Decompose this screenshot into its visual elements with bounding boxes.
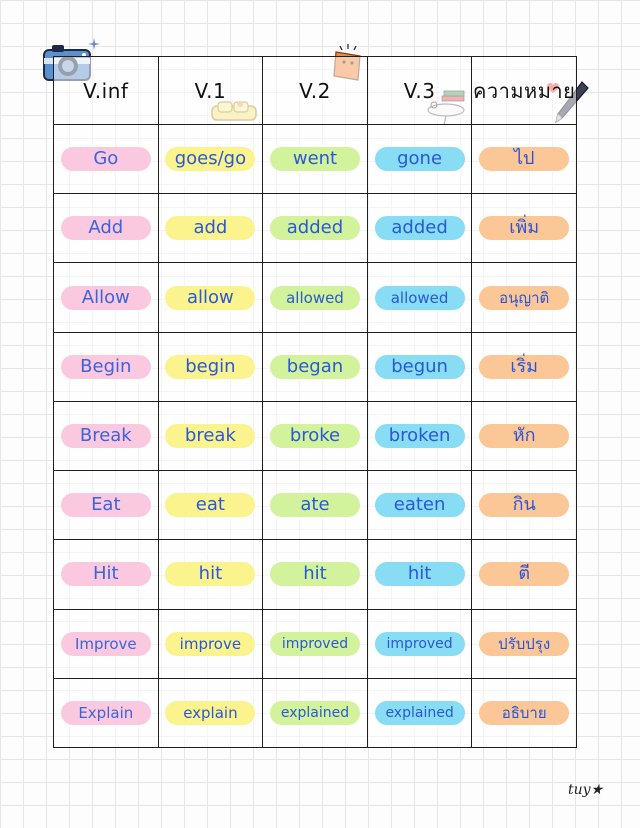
verb-v3-cell: broken: [375, 424, 465, 448]
verb-meaning-cell: ไป: [479, 147, 569, 171]
verb-v3-cell: hit: [375, 562, 465, 586]
table-row: [54, 540, 577, 609]
verb-meaning-cell: ตี: [479, 562, 569, 586]
verb-v3-cell: eaten: [375, 493, 465, 517]
verb-v1-cell: eat: [165, 493, 255, 517]
verb-table: [53, 56, 577, 748]
verb-v1-cell: explain: [165, 701, 255, 725]
verb-v3-cell: improved: [375, 632, 465, 656]
verb-inf-cell: Allow: [61, 286, 151, 310]
verb-v2-cell: went: [270, 147, 360, 171]
header-label: ความหมาย: [473, 78, 576, 103]
verb-v3-cell: allowed: [375, 286, 465, 310]
verb-v2-cell: hit: [270, 562, 360, 586]
verb-meaning-cell: เริ่ม: [479, 355, 569, 379]
header-v2: [263, 57, 368, 125]
verb-v2-cell: explained: [270, 701, 360, 725]
table-row: [54, 401, 577, 470]
verb-v1-cell: goes/go: [165, 147, 255, 171]
verb-inf-cell: Hit: [61, 562, 151, 586]
verb-v2-cell: allowed: [270, 286, 360, 310]
verb-inf-cell: Eat: [61, 493, 151, 517]
table-row: [54, 194, 577, 263]
verb-v3-cell: gone: [375, 147, 465, 171]
table-row: [54, 332, 577, 401]
verb-inf-cell: Begin: [61, 355, 151, 379]
verb-meaning-cell: เพิ่ม: [479, 216, 569, 240]
verb-v1-cell: allow: [165, 286, 255, 310]
verb-v2-cell: began: [270, 355, 360, 379]
verb-v2-cell: added: [270, 216, 360, 240]
header-row: [54, 57, 577, 125]
verb-inf-cell: Explain: [61, 701, 151, 725]
verb-v1-cell: hit: [165, 562, 255, 586]
verb-v1-cell: add: [165, 216, 255, 240]
header-label: V.1: [194, 78, 227, 103]
verb-v1-cell: improve: [165, 632, 255, 656]
verb-v3-cell: added: [375, 216, 465, 240]
verb-v2-cell: improved: [270, 632, 360, 656]
header-v1: [158, 57, 263, 125]
verb-table-sheet: [53, 56, 577, 748]
verb-inf-cell: Go: [61, 147, 151, 171]
verb-v2-cell: ate: [270, 493, 360, 517]
verb-inf-cell: Improve: [61, 632, 151, 656]
header-label: V.2: [299, 78, 331, 103]
table-row: [54, 678, 577, 747]
header-label: V.inf: [83, 78, 129, 103]
header-label: V.3: [403, 78, 436, 103]
header-v-inf: [54, 57, 159, 125]
verb-v1-cell: begin: [165, 355, 255, 379]
verb-meaning-cell: หัก: [479, 424, 569, 448]
verb-meaning-cell: อนุญาติ: [479, 286, 569, 310]
table-row: [54, 263, 577, 332]
verb-v2-cell: broke: [270, 424, 360, 448]
sparkle-icon: [88, 38, 100, 50]
table-row: [54, 471, 577, 540]
header-meaning: [472, 57, 577, 125]
verb-meaning-cell: กิน: [479, 493, 569, 517]
verb-meaning-cell: ปรับปรุง: [479, 632, 569, 656]
table-row: [54, 609, 577, 678]
verb-v1-cell: break: [165, 424, 255, 448]
verb-v3-cell: begun: [375, 355, 465, 379]
verb-meaning-cell: อธิบาย: [479, 701, 569, 725]
verb-inf-cell: Break: [61, 424, 151, 448]
verb-v3-cell: explained: [375, 701, 465, 725]
verb-inf-cell: Add: [61, 216, 151, 240]
signature: tuy★: [568, 782, 604, 798]
table-row: [54, 125, 577, 194]
header-v3: [367, 57, 472, 125]
